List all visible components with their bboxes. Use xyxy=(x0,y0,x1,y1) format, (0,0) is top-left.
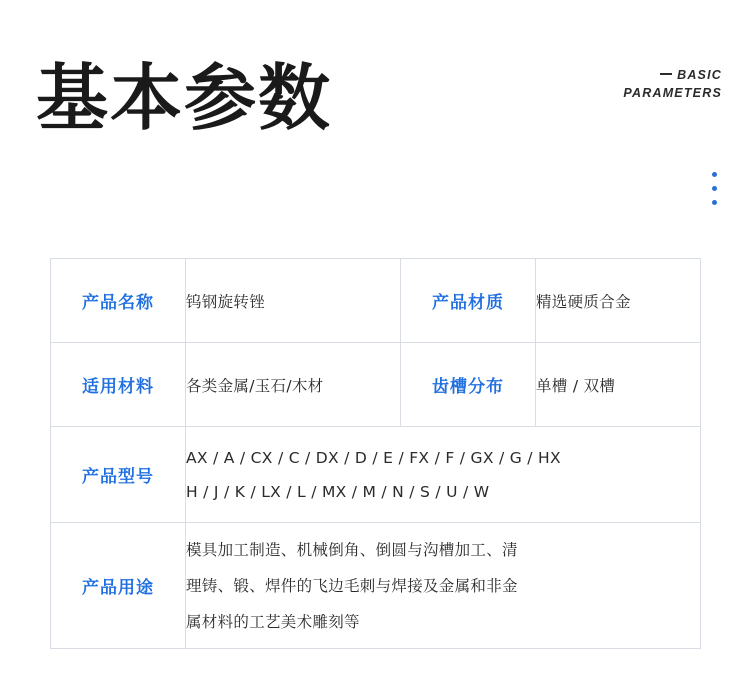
page-title: 基本参数 xyxy=(36,56,333,140)
row-label-applicable-material: 适用材料 xyxy=(51,343,186,427)
page-header xyxy=(0,0,750,230)
product-usage-line3: 属材料的工艺美术雕刻等 xyxy=(186,612,360,631)
english-subtitle-line1: BASIC xyxy=(677,68,722,82)
row-value-product-material: 精选硬质合金 xyxy=(536,259,701,343)
row-value-product-usage xyxy=(186,523,701,649)
row-value-tooth-distribution: 单槽 / 双槽 xyxy=(536,343,701,427)
product-usage-line1: 模具加工制造、机械倒角、倒圆与沟槽加工、清 xyxy=(186,540,518,559)
row-label-product-usage: 产品用途 xyxy=(51,523,186,649)
row-label-tooth-distribution: 齿槽分布 xyxy=(401,343,536,427)
row-label-product-model: 产品型号 xyxy=(51,427,186,523)
dot-icon xyxy=(712,200,717,205)
dash-icon xyxy=(660,73,672,75)
english-subtitle-line2: PARAMETERS xyxy=(623,86,722,100)
table-row xyxy=(51,523,701,649)
table-row xyxy=(51,427,701,523)
english-subtitle xyxy=(592,66,722,102)
row-value-product-name: 钨钢旋转锉 xyxy=(186,259,401,343)
specification-table xyxy=(50,258,701,649)
row-value-applicable-material: 各类金属/玉石/木材 xyxy=(186,343,401,427)
row-label-product-material: 产品材质 xyxy=(401,259,536,343)
product-model-line1: AX / A / CX / C / DX / D / E / FX / F / GX / G / HX xyxy=(186,448,561,467)
table-row xyxy=(51,259,701,343)
dot-icon xyxy=(712,186,717,191)
product-usage-line2: 理铸、锻、焊件的飞边毛刺与焊接及金属和非金 xyxy=(186,576,518,595)
decorative-dots xyxy=(712,172,717,205)
row-value-product-model xyxy=(186,427,701,523)
table-row xyxy=(51,343,701,427)
dot-icon xyxy=(712,172,717,177)
product-model-line2: H / J / K / LX / L / MX / M / N / S / U / W xyxy=(186,482,490,501)
row-label-product-name: 产品名称 xyxy=(51,259,186,343)
